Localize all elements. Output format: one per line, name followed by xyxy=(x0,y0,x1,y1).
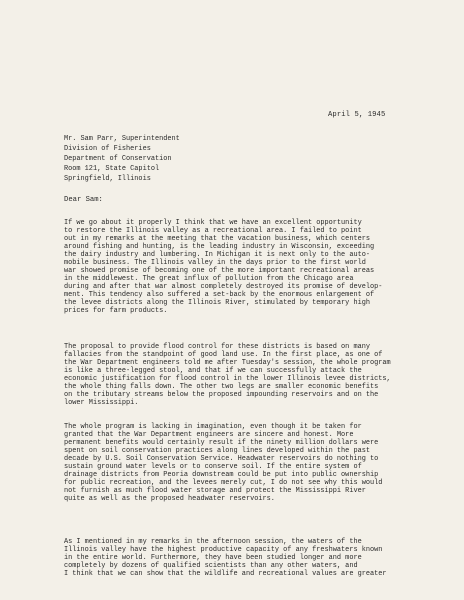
text-line: lower Mississippi. xyxy=(64,399,139,407)
body-paragraph-2 xyxy=(64,343,450,407)
text-line: during and after that war almost completely destroyed its promise of develop- xyxy=(64,283,383,291)
text-line: the whole thing falls down. The other two legs are smaller economic benefits xyxy=(64,383,379,391)
text-line: mobile business. The Illinois valley in the days prior to the first world xyxy=(64,259,366,267)
text-line: not furnish as much flood water storage and protect the Mississippi River xyxy=(64,487,366,495)
text-line: for public recreation, and the levees merely cut, I do not see why this would xyxy=(64,479,383,487)
address-line: Springfield, Illinois xyxy=(64,175,151,183)
text-line: war showed promise of becoming one of the more important recreational areas xyxy=(64,267,375,275)
body-paragraph-4 xyxy=(64,538,450,578)
text-line: the levee districts along the Illinois River, stimulated by temporary high xyxy=(64,299,370,307)
address-line: Department of Conservation xyxy=(64,155,172,163)
address-line: Division of Fisheries xyxy=(64,145,151,153)
text-line: quite as well as the proposed headwater reservoirs. xyxy=(64,495,275,503)
text-line: decade by U.S. Soil Conservation Service. Headwater reservoirs do nothing to xyxy=(64,455,379,463)
address-line: Mr. Sam Parr, Superintendent xyxy=(64,135,180,143)
text-line: economic justification for flood control in the lower Illinois levee districts, xyxy=(64,375,391,383)
text-line: sustain ground water levels or to conserve soil. If the entire system of xyxy=(64,463,362,471)
text-line: Illinois valley have the highest productive capacity of any freshwaters known xyxy=(64,546,383,554)
text-line: fallacies from the standpoint of good land use. In the first place, as one of xyxy=(64,351,383,359)
text-line: to restore the Illinois valley as a recreational area. I failed to point xyxy=(64,227,362,235)
salutation: Dear Sam: xyxy=(64,196,103,204)
recipient-address xyxy=(64,134,180,184)
text-line: I think that we can show that the wildlife and recreational values are greater xyxy=(64,570,387,578)
text-line: drainage districts from Peoria downstream could be put into public ownership xyxy=(64,471,379,479)
letter-date: April 5, 1945 xyxy=(328,111,386,119)
text-line: prices for farm products. xyxy=(64,307,168,315)
text-line: out in my remarks at the meeting that the vacation business, which centers xyxy=(64,235,370,243)
text-line: around fishing and hunting, is the leading industry in Wisconsin, exceeding xyxy=(64,243,375,251)
body-paragraph-1 xyxy=(64,219,450,315)
text-line: on the tributary streams below the proposed impounding reservoirs and on the xyxy=(64,391,379,399)
text-line: If we go about it properly I think that we have an excellent opportunity xyxy=(64,219,362,227)
text-line: As I mentioned in my remarks in the afternoon session, the waters of the xyxy=(64,538,362,546)
text-line: The whole program is lacking in imagination, even though it be taken for xyxy=(64,423,362,431)
text-line: permanent benefits would certainly result if the ninety million dollars were xyxy=(64,439,379,447)
text-line: the dairy industry and lumbering. In Michigan it is next only to the auto- xyxy=(64,251,370,259)
text-line: completely by dozens of qualified scientists than any other waters, and xyxy=(64,562,358,570)
address-line: Room 121, State Capitol xyxy=(64,165,160,173)
text-line: spent on soil conservation practices along lines developed within the past xyxy=(64,447,370,455)
body-paragraph-3 xyxy=(64,423,450,503)
text-line: The proposal to provide flood control for these districts is based on many xyxy=(64,343,370,351)
text-line: in the middlewest. The great influx of pollution from the Chicago area xyxy=(64,275,354,283)
text-line: the War Department engineers told me after Tuesday's session, the whole program xyxy=(64,359,391,367)
text-line: is like a three-legged stool, and that if we can successfully attack the xyxy=(64,367,362,375)
text-line: granted that the War Department engineers are sincere and honest. More xyxy=(64,431,354,439)
text-line: in the entire world. Furthermore, they have been studied longer and more xyxy=(64,554,362,562)
text-line: ment. This tendency also suffered a set-back by the enormous enlargement of xyxy=(64,291,375,299)
